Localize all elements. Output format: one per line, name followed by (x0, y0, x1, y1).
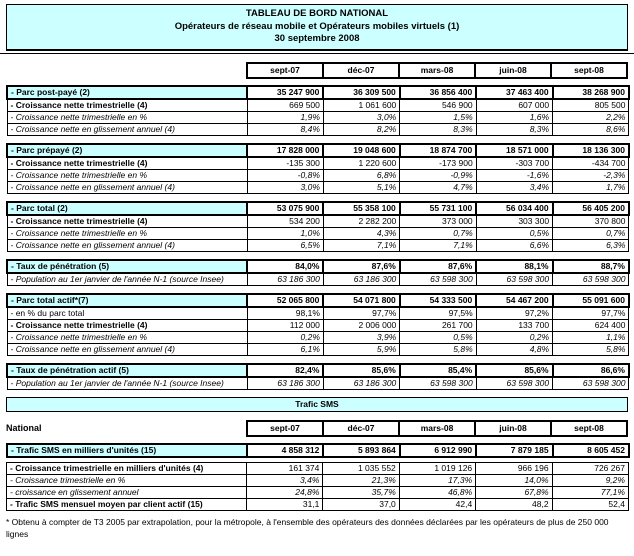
value-cell: 52 065 800 (247, 294, 323, 307)
period-column-header: juin-08 (474, 62, 552, 79)
value-cell: 54 467 200 (476, 294, 552, 307)
period-column-header: déc-07 (322, 62, 400, 79)
row-label: - Croissance nette trimestrielle en % (7, 111, 247, 123)
value-cell: 85,6% (323, 364, 399, 377)
value-cell: 18 571 000 (476, 144, 552, 157)
data-table (6, 143, 630, 194)
table-row (7, 319, 629, 331)
value-cell: 87,6% (400, 260, 476, 273)
value-cell: 1 019 126 (399, 462, 475, 474)
value-cell: 55 091 600 (553, 294, 629, 307)
table-row (7, 86, 629, 99)
value-cell: 805 500 (553, 99, 629, 112)
row-label: - Croissance nette trimestrielle (4) (7, 157, 247, 170)
sms-table-blocks (6, 443, 628, 511)
value-cell: 1,0% (247, 227, 323, 239)
table-row (7, 239, 629, 251)
table-row (7, 377, 629, 390)
value-cell: 4,7% (400, 181, 476, 193)
value-cell: 21,3% (323, 474, 399, 486)
value-cell: -1,6% (476, 169, 552, 181)
value-cell: 97,7% (553, 307, 629, 320)
row-label: - Population au 1er janvier de l'année N-1 (source Insee) (7, 377, 247, 390)
row-label: - Parc total (2) (7, 202, 247, 215)
value-cell: 63 598 300 (400, 377, 476, 390)
value-cell: 2 006 000 (323, 319, 399, 331)
table-row (7, 157, 629, 170)
table-row (7, 169, 629, 181)
value-cell: 6 912 990 (400, 444, 476, 457)
value-cell: 726 267 (552, 462, 628, 474)
table-row (7, 123, 629, 135)
value-cell: 0,2% (247, 331, 323, 343)
value-cell: 24,8% (247, 486, 323, 498)
value-cell: 86,6% (553, 364, 629, 377)
table-row (7, 498, 629, 510)
value-cell: 52,4 (552, 498, 628, 510)
value-cell: 84,0% (247, 260, 323, 273)
report-title-line2: Opérateurs de réseau mobile et Opérateurs mobiles virtuels (1) (174, 20, 460, 32)
value-cell: 36 856 400 (400, 86, 476, 99)
value-cell: 0,2% (476, 331, 552, 343)
value-cell: 63 598 300 (553, 377, 629, 390)
value-cell: 1 061 600 (323, 99, 399, 112)
value-cell: 63 598 300 (476, 273, 552, 286)
value-cell: 133 700 (476, 319, 552, 331)
value-cell: 1 035 552 (323, 462, 399, 474)
value-cell: 1,1% (553, 331, 629, 343)
data-table (6, 259, 630, 286)
period-column-header: juin-08 (474, 420, 552, 437)
value-cell: 37 463 400 (476, 86, 552, 99)
value-cell: 88,7% (553, 260, 629, 273)
value-cell: 42,4 (399, 498, 475, 510)
report-title-line1: TABLEAU DE BORD NATIONAL (245, 8, 389, 19)
table-row (7, 202, 629, 215)
value-cell: 63 186 300 (247, 273, 323, 286)
value-cell: 4 858 312 (247, 444, 323, 457)
table-row (7, 331, 629, 343)
value-cell: 7 879 185 (476, 444, 552, 457)
table-row (7, 364, 629, 377)
value-cell: 17,3% (399, 474, 475, 486)
value-cell: 82,4% (247, 364, 323, 377)
period-column-header: mars-08 (398, 420, 476, 437)
value-cell: 54 333 500 (400, 294, 476, 307)
period-header-spacer (6, 62, 246, 79)
value-cell: 8,3% (476, 123, 552, 135)
row-label: - Croissance nette trimestrielle (4) (7, 215, 247, 228)
row-label: - Parc prépayé (2) (7, 144, 247, 157)
value-cell: 31,1 (247, 498, 323, 510)
table-row (7, 486, 629, 498)
table-row (7, 343, 629, 355)
value-cell: 6,1% (247, 343, 323, 355)
value-cell: 87,6% (323, 260, 399, 273)
value-cell: 624 400 (553, 319, 629, 331)
value-cell: 17 828 000 (247, 144, 323, 157)
value-cell: 97,5% (400, 307, 476, 320)
row-label: - Croissance trimestrielle en milliers d'unités (4) (7, 462, 247, 474)
value-cell: 14,0% (476, 474, 552, 486)
value-cell: 0,7% (400, 227, 476, 239)
value-cell: 97,2% (476, 307, 552, 320)
row-label: - Parc post-payé (2) (7, 86, 247, 99)
value-cell: 38 268 900 (553, 86, 629, 99)
value-cell: 63 186 300 (247, 377, 323, 390)
value-cell: 5,8% (553, 343, 629, 355)
period-column-header: sept-08 (550, 62, 628, 79)
value-cell: 2,2% (553, 111, 629, 123)
value-cell: 0,5% (476, 227, 552, 239)
row-label: - Croissance nette en glissement annuel (4) (7, 123, 247, 135)
value-cell: 63 598 300 (400, 273, 476, 286)
value-cell: 9,2% (552, 474, 628, 486)
row-label: - Parc total actif*(7) (7, 294, 247, 307)
value-cell: 4,3% (323, 227, 399, 239)
period-column-header: sept-07 (246, 420, 324, 437)
row-label: - Croissance nette trimestrielle en % (7, 331, 247, 343)
value-cell: 77,1% (552, 486, 628, 498)
value-cell: 6,6% (476, 239, 552, 251)
table-row (7, 273, 629, 286)
value-cell: 98,1% (247, 307, 323, 320)
row-label: - Population au 1er janvier de l'année N-1 (source Insee) (7, 273, 247, 286)
value-cell: -0,9% (400, 169, 476, 181)
table-row (7, 474, 629, 486)
period-header-row (6, 62, 628, 79)
trafic-sms-band: Trafic SMS (6, 397, 628, 412)
value-cell: -2,3% (553, 169, 629, 181)
row-label: - Taux de pénétration (5) (7, 260, 247, 273)
value-cell: 97,7% (323, 307, 399, 320)
value-cell: 669 500 (247, 99, 323, 112)
row-label: - Croissance nette en glissement annuel (4) (7, 239, 247, 251)
table-row (7, 181, 629, 193)
data-table (6, 85, 630, 136)
row-label: - Croissance nette trimestrielle en % (7, 227, 247, 239)
row-label: - Taux de pénétration actif (5) (7, 364, 247, 377)
table-row (7, 444, 629, 457)
value-cell: 56 405 200 (553, 202, 629, 215)
row-label: - Croissance nette trimestrielle (4) (7, 99, 247, 112)
value-cell: 8,2% (323, 123, 399, 135)
value-cell: 53 075 900 (247, 202, 323, 215)
value-cell: 546 900 (400, 99, 476, 112)
value-cell: 112 000 (247, 319, 323, 331)
value-cell: 607 000 (476, 99, 552, 112)
data-table (6, 201, 630, 252)
value-cell: 3,0% (247, 181, 323, 193)
data-table (6, 462, 629, 511)
value-cell: 85,6% (476, 364, 552, 377)
value-cell: 48,2 (476, 498, 552, 510)
table-row (7, 227, 629, 239)
value-cell: 8,6% (553, 123, 629, 135)
value-cell: 63 186 300 (323, 273, 399, 286)
sms-period-header-row (6, 420, 628, 437)
period-column-header: mars-08 (398, 62, 476, 79)
value-cell: 4,8% (476, 343, 552, 355)
data-table (6, 363, 630, 390)
value-cell: 3,4% (247, 474, 323, 486)
value-cell: 3,4% (476, 181, 552, 193)
data-table (6, 293, 630, 356)
value-cell: 1,6% (476, 111, 552, 123)
report-title-box (6, 4, 628, 51)
table-row (7, 111, 629, 123)
value-cell: 63 598 300 (476, 377, 552, 390)
value-cell: 37,0 (323, 498, 399, 510)
value-cell: 55 358 100 (323, 202, 399, 215)
value-cell: 55 731 100 (400, 202, 476, 215)
period-column-header: sept-08 (550, 420, 628, 437)
value-cell: 6,8% (323, 169, 399, 181)
row-label: - Trafic SMS en milliers d'unités (15) (7, 444, 247, 457)
table-row (7, 99, 629, 112)
value-cell: 88,1% (476, 260, 552, 273)
value-cell: 85,4% (400, 364, 476, 377)
row-label: - Croissance nette en glissement annuel (4) (7, 181, 247, 193)
row-label: - Trafic SMS mensuel moyen par client actif (15) (7, 498, 247, 510)
row-label: - croissance en glissement annuel (7, 486, 247, 498)
value-cell: 373 000 (400, 215, 476, 228)
table-row (7, 260, 629, 273)
value-cell: 5,1% (323, 181, 399, 193)
value-cell: 3,0% (323, 111, 399, 123)
value-cell: 2 282 200 (323, 215, 399, 228)
value-cell: 261 700 (400, 319, 476, 331)
value-cell: 35,7% (323, 486, 399, 498)
value-cell: 7,1% (323, 239, 399, 251)
value-cell: 63 186 300 (323, 377, 399, 390)
period-column-header: déc-07 (322, 420, 400, 437)
value-cell: 8 605 452 (553, 444, 629, 457)
value-cell: -0,8% (247, 169, 323, 181)
value-cell: 1,7% (553, 181, 629, 193)
table-row (7, 294, 629, 307)
value-cell: 8,4% (247, 123, 323, 135)
row-label: - en % du parc total (7, 307, 247, 320)
value-cell: 1,5% (400, 111, 476, 123)
value-cell: 5 893 864 (323, 444, 399, 457)
value-cell: 966 196 (476, 462, 552, 474)
value-cell: -135 300 (247, 157, 323, 170)
value-cell: 8,3% (400, 123, 476, 135)
value-cell: 18 874 700 (400, 144, 476, 157)
value-cell: 0,7% (553, 227, 629, 239)
row-label: - Croissance nette trimestrielle en % (7, 169, 247, 181)
row-label: - Croissance nette en glissement annuel (4) (7, 343, 247, 355)
period-column-header: sept-07 (246, 62, 324, 79)
value-cell: 6,5% (247, 239, 323, 251)
data-table (6, 443, 630, 458)
value-cell: 36 309 500 (323, 86, 399, 99)
value-cell: 370 800 (553, 215, 629, 228)
value-cell: -434 700 (553, 157, 629, 170)
value-cell: 534 200 (247, 215, 323, 228)
value-cell: 7,1% (400, 239, 476, 251)
value-cell: 19 048 600 (323, 144, 399, 157)
value-cell: 303 300 (476, 215, 552, 228)
value-cell: 161 374 (247, 462, 323, 474)
main-table-blocks (6, 85, 628, 390)
value-cell: 6,3% (553, 239, 629, 251)
value-cell: -173 900 (400, 157, 476, 170)
value-cell: 67,8% (476, 486, 552, 498)
table-row (7, 215, 629, 228)
value-cell: 5,8% (400, 343, 476, 355)
region-label: National (6, 423, 42, 433)
value-cell: 54 071 800 (323, 294, 399, 307)
value-cell: 35 247 900 (247, 86, 323, 99)
footnote: * Obtenu à compter de T3 2005 par extrapolation, pour la métropole, à l'ensemble des opérateurs des données déclarées par les opérateurs de plus de 250 000 lignes (6, 516, 609, 539)
value-cell: -303 700 (476, 157, 552, 170)
title-divider (0, 53, 634, 54)
value-cell: 5,9% (323, 343, 399, 355)
value-cell: 18 136 300 (553, 144, 629, 157)
value-cell: 46,8% (399, 486, 475, 498)
value-cell: 63 598 300 (553, 273, 629, 286)
value-cell: 56 034 400 (476, 202, 552, 215)
value-cell: 0,5% (400, 331, 476, 343)
row-label: - Croissance trimestrielle en % (7, 474, 247, 486)
table-row (7, 462, 629, 474)
value-cell: 3,9% (323, 331, 399, 343)
value-cell: 1 220 600 (323, 157, 399, 170)
table-row (7, 144, 629, 157)
table-row (7, 307, 629, 320)
report-title-line3: 30 septembre 2008 (274, 33, 360, 44)
row-label: - Croissance nette trimestrielle (4) (7, 319, 247, 331)
value-cell: 1,9% (247, 111, 323, 123)
